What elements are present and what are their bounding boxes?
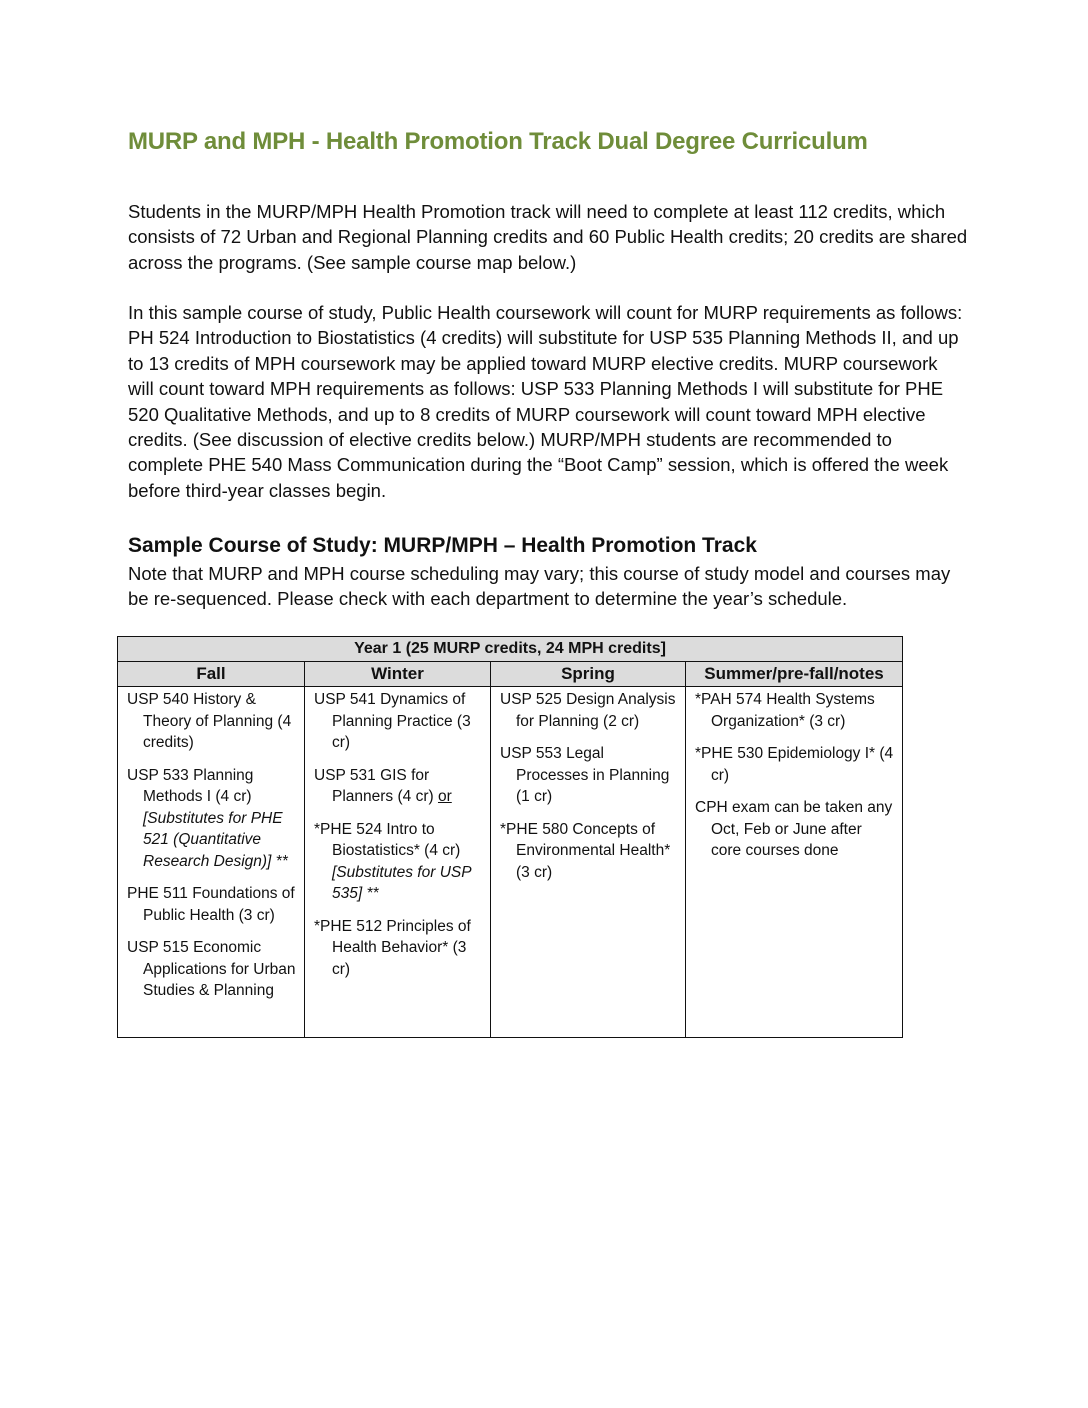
course-entry (314, 689, 482, 754)
course-text: PHE 511 Foundations of Public Health (3 cr) (127, 885, 295, 924)
course-entry (695, 743, 894, 786)
coursework-paragraph: In this sample course of study, Public Health coursework will count for MURP requirements as follows: PH 524 Introduction to Biostatistics (4 credits) will substitute for USP 535 Planning Methods II, and up to 13 credits of MPH coursework may be applied toward MURP elective credits. MURP coursework will count toward MPH requirements as follows: USP 533 Planning Methods I will substitute for PHE 520 Qualitative Methods, and up to 8 credits of MURP coursework will count toward MPH elective credits. (See discussion of elective credits below.) MURP/MPH students are recommended to complete PHE 540 Mass Communication during the “Boot Camp” session, which is offered the week before third-year classes begin. (128, 302, 963, 501)
course-connector: or (437, 788, 452, 805)
course-text: *PAH 574 Health Systems Organization* (3 cr) (695, 691, 875, 730)
course-entry (127, 765, 296, 873)
course-text: USP 541 Dynamics of Planning Practice (3 cr) (314, 691, 471, 751)
course-entry (314, 765, 482, 808)
course-text: USP 540 History & Theory of Planning (4 credits) (127, 691, 292, 751)
section-heading: Sample Course of Study: MURP/MPH – Health Promotion Track (128, 534, 757, 557)
course-text: *PHE 530 Epidemiology I* (4 cr) (695, 745, 894, 784)
course-entry (314, 916, 482, 981)
header-summer: Summer/pre-fall/notes (686, 662, 903, 687)
course-note: [Substitutes for PHE 521 (Quantitative Research Design)] ** (143, 809, 288, 870)
course-entry (500, 689, 677, 732)
winter-cell (305, 687, 491, 1038)
section-note: Note that MURP and MPH course scheduling may vary; this course of study model and courses may be re-sequenced. Please check with each department to determine the year’s schedule. (128, 563, 951, 610)
course-entry (500, 743, 677, 808)
fall-cell (118, 687, 305, 1038)
course-entry (314, 819, 482, 905)
year-title: Year 1 (25 MURP credits, 24 MPH credits] (118, 637, 903, 662)
course-entry (500, 819, 677, 884)
course-text: USP 525 Design Analysis for Planning (2 cr) (500, 691, 676, 730)
course-entry (127, 883, 296, 926)
summer-cell (686, 687, 903, 1038)
header-spring: Spring (491, 662, 686, 687)
course-text: USP 553 Legal Processes in Planning (1 cr) (500, 745, 670, 805)
course-note: [Substitutes for USP 535] ** (332, 863, 471, 902)
course-text: USP 531 GIS for Planners (4 cr) (314, 766, 434, 805)
course-text: CPH exam can be taken any Oct, Feb or June after core courses done (695, 799, 893, 859)
course-text: USP 515 Economic Applications for Urban Studies & Planning (127, 939, 296, 999)
intro-paragraph: Students in the MURP/MPH Health Promotion track will need to complete at least 112 credits, which consists of 72 Urban and Regional Planning credits and 60 Public Health credits; 20 credits are shared across the programs. (See sample course map below.) (128, 201, 968, 273)
document-title: MURP and MPH - Health Promotion Track Dual Degree Curriculum (128, 128, 868, 155)
course-entry (695, 797, 894, 862)
course-table (117, 636, 903, 1038)
course-text: *PHE 512 Principles of Health Behavior* (3 cr) (314, 917, 471, 978)
course-text: USP 533 Planning Methods I (4 cr) (127, 766, 254, 805)
course-entry (695, 689, 894, 732)
course-text: *PHE 524 Intro to Biostatistics* (4 cr) (314, 820, 461, 859)
course-text: *PHE 580 Concepts of Environmental Health* (3 cr) (500, 820, 671, 881)
header-winter: Winter (305, 662, 491, 687)
course-entry (127, 689, 296, 754)
course-entry (127, 937, 296, 1002)
header-fall: Fall (118, 662, 305, 687)
spring-cell (491, 687, 686, 1038)
